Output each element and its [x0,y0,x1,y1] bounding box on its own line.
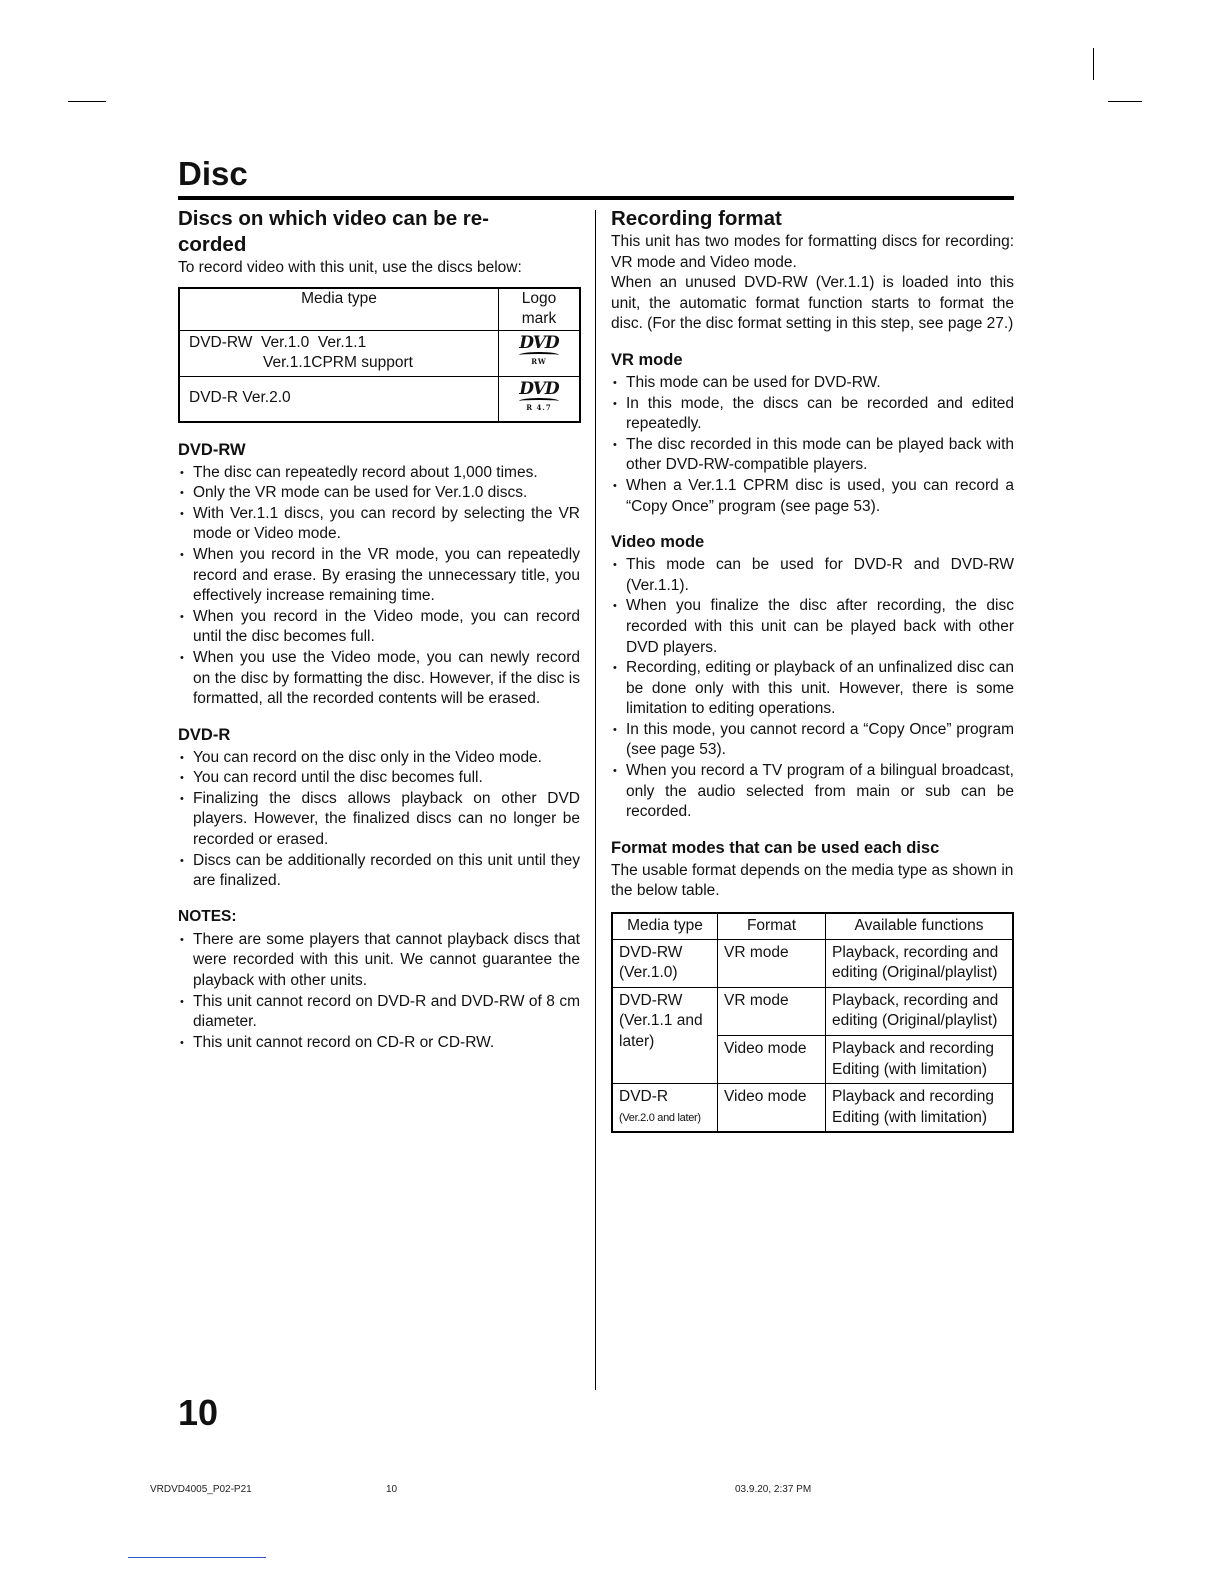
functions-cell: Playback and recording Editing (with limitation) [826,1084,1014,1133]
crop-mark-top-left [68,101,106,102]
media-cell: DVD-RW (Ver.1.1 and later) [612,987,718,1083]
vr-mode-heading: VR mode [611,350,683,369]
list-item: • In this mode, the discs can be recorded and edited repeatedly. [611,394,1014,435]
table-row [612,987,1013,1035]
list-item: • When a Ver.1.1 CPRM disc is used, you can record a “Copy Once” program (see page 53). [611,476,1014,517]
table-header-cell: Media type [612,913,718,939]
media-cell [179,330,499,376]
media-cell [612,1084,718,1133]
list-item: • The disc can repeatedly record about 1,000 times. [178,463,580,484]
media-version-note: (Ver.2.0 and later) [619,1111,701,1124]
list-item: • Finalizing the discs allows playback on other DVD players. However, the finalized discs can no longer be recorded or erased. [178,789,580,851]
page-number: 10 [178,1392,219,1433]
list-item: • Recording, editing or playback of an unfinalized disc can be done only with this unit. However, there is some limitation to editing operations. [611,658,1014,720]
table-row [612,1084,1013,1133]
bottom-link-underline [128,1557,266,1558]
functions-cell: Playback and recording Editing (with limitation) [826,1036,1014,1084]
column-divider [595,210,596,1390]
table-header-cell: Available functions [826,913,1014,939]
format-modes-heading: Format modes that can be used each disc [611,838,940,857]
format-modes-table [611,912,1014,1133]
table-header-cell: Logo mark [499,288,581,331]
format-cell: Video mode [718,1036,826,1084]
media-cell [179,376,499,421]
page-title: Disc [178,155,248,192]
crop-mark-top-right [1108,101,1142,102]
list-item: • In this mode, you cannot record a “Copy Once” program (see page 53). [611,720,1014,761]
list-item: • This mode can be used for DVD-RW. [611,373,1014,394]
footer-timestamp: 03.9.20, 2:37 PM [735,1484,812,1495]
list-item: • You can record until the disc becomes full. [178,768,580,789]
table-header-row [179,288,580,331]
list-item: • The disc recorded in this mode can be played back with other DVD-RW-compatible players. [611,435,1014,476]
table-header-cell: Media type [179,288,499,331]
media-line: DVD-R Ver.2.0 [189,389,291,407]
dvd-logo-text: DVD [519,378,559,399]
list-item: • When you use the Video mode, you can newly record on the disc by formatting the disc. However, if the disc is formatted, all the recorded contents will be erased. [178,648,580,710]
list-item: • There are some players that cannot playback discs that were recorded with this unit. We cannot guarantee the playback with other units. [178,930,580,992]
functions-cell: Playback, recording and editing (Original/playlist) [826,939,1014,987]
format-cell: VR mode [718,939,826,987]
recordable-intro: To record video with this unit, use the discs below: [178,259,522,276]
list-item: • This mode can be used for DVD-R and DVD-RW (Ver.1.1). [611,555,1014,596]
list-item: • This unit cannot record on CD-R or CD-RW. [178,1033,580,1054]
video-mode-list [611,555,1014,823]
media-line: DVD-RW Ver.1.0 Ver.1.1 [189,333,367,351]
media-label: DVD-R [619,1088,669,1106]
footer-page: 10 [386,1484,398,1495]
dvd-r-heading: DVD-R [178,725,231,744]
list-item: • Only the VR mode can be used for Ver.1.0 discs. [178,483,580,504]
dvd-rw-logo [519,332,559,366]
list-item: • With Ver.1.1 discs, you can record by selecting the VR mode or Video mode. [178,504,580,545]
list-item: • When you record in the Video mode, you can record until the disc becomes full. [178,607,580,648]
notes-list [178,930,580,1054]
dvd-r-list [178,748,580,892]
list-item: • This unit cannot record on DVD-R and DVD-RW of 8 cm diameter. [178,992,580,1033]
section-heading-recordable-discs: Discs on which video can be re- corded [178,207,490,256]
format-cell: Video mode [718,1084,826,1133]
table-header-row [612,913,1013,939]
list-item: • You can record on the disc only in the Video mode. [178,748,580,769]
dvd-rw-list [178,463,580,710]
logo-cell [499,376,581,421]
functions-cell: Playback, recording and editing (Original/playlist) [826,987,1014,1035]
recording-format-intro-2: When an unused DVD-RW (Ver.1.1) is loaded into this unit, the automatic format function starts to format the disc. (For the disc format setting in this step, see page 27.) [611,274,1014,333]
crop-mark-top-vertical [1093,48,1094,80]
dvd-logo-subtext: RW [531,356,547,366]
right-column [611,206,1014,1133]
list-item: • When you record in the VR mode, you can repeatedly record and erase. By erasing the unnecessary title, you effectively increase remaining time. [178,545,580,607]
dvd-logo-text: DVD [519,332,559,353]
footer-file-name: VRDVD4005_P02-P21 [150,1484,252,1495]
list-item: • When you finalize the disc after recording, the disc recorded with this unit can be played back with other DVD players. [611,596,1014,658]
table-row [179,376,580,421]
title-rule [178,196,1014,200]
section-heading-recording-format: Recording format [611,207,782,230]
format-cell: VR mode [718,987,826,1035]
dvd-r-logo [519,378,559,412]
vr-mode-list [611,373,1014,517]
notes-heading: NOTES: [178,907,237,925]
media-line: Ver.1.1CPRM support [263,354,413,372]
recording-format-intro: This unit has two modes for formatting discs for recording: VR mode and Video mode. [611,233,1014,271]
media-type-table [178,287,581,423]
table-row [612,939,1013,987]
format-modes-intro: The usable format depends on the media type as shown in the below table. [611,861,1014,900]
logo-cell [499,330,581,376]
video-mode-heading: Video mode [611,533,705,552]
list-item: • When you record a TV program of a bilingual broadcast, only the audio selected from main or sub can be recorded. [611,761,1014,823]
list-item: • Discs can be additionally recorded on this unit until they are finalized. [178,851,580,892]
media-cell: DVD-RW (Ver.1.0) [612,939,718,987]
dvd-rw-heading: DVD-RW [178,440,246,459]
left-column [178,206,580,1053]
table-row [179,330,580,376]
table-header-cell: Format [718,913,826,939]
dvd-logo-subtext: R 4.7 [526,402,552,412]
